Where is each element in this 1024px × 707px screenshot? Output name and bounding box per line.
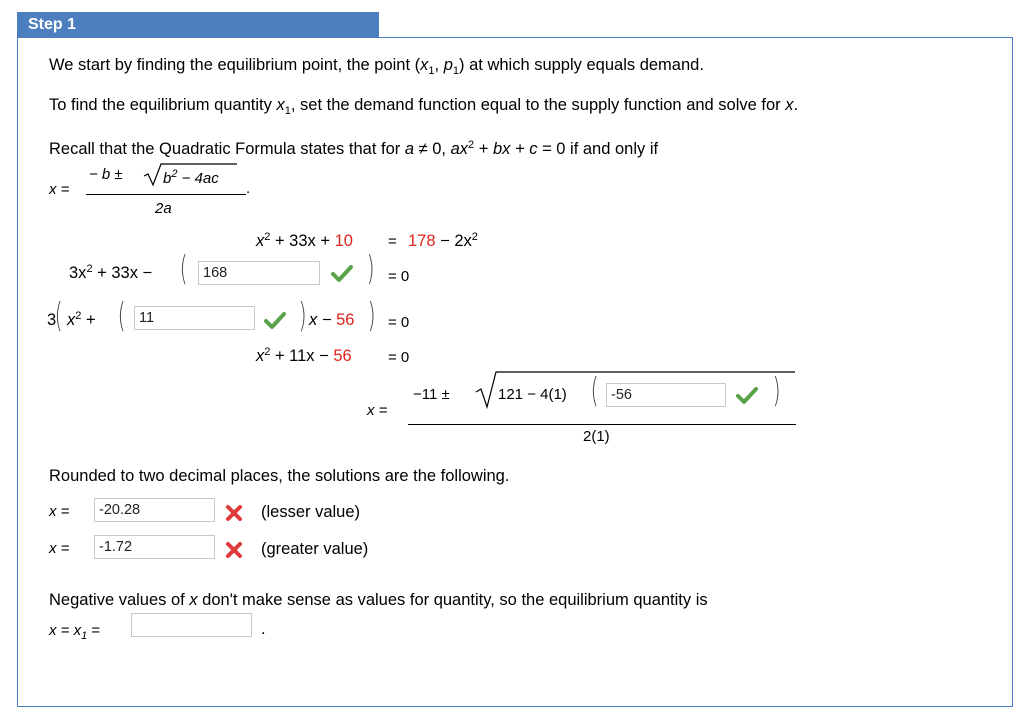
intro-line-3: Recall that the Quadratic Formula states that for a ≠ 0, $ax^2$ + bx + c = 0 if and only if [49, 139, 659, 158]
formula-denominator: 2a [155, 200, 172, 217]
qf-input[interactable]: -56 [606, 383, 726, 407]
formula-numerator-b: − b ± [89, 166, 123, 183]
step-header: Step 1 [17, 12, 379, 37]
right-paren: ) [367, 296, 376, 336]
equation-3-equals: = 0 [388, 314, 410, 331]
qf-numerator-pre: −11 ± [413, 386, 450, 403]
cross-icon [225, 504, 243, 522]
left-paren: ( [179, 249, 188, 289]
final-period: . [261, 620, 266, 638]
formula-x-eq: x = [49, 181, 70, 198]
formula-period: . [246, 180, 251, 197]
left-paren: ( [54, 296, 63, 336]
solution-2-input[interactable]: -1.72 [94, 535, 215, 559]
equation-4-equals: = 0 [388, 349, 410, 366]
solution-1-note: (lesser value) [261, 503, 361, 521]
equation-1-rhs: $178 - 2x^2$ [408, 231, 478, 250]
final-label: $x = x_1$ = [49, 622, 101, 642]
solution-2-note: (greater value) [261, 540, 369, 558]
equation-2-input[interactable]: 168 [198, 261, 320, 285]
right-paren: ) [366, 249, 375, 289]
check-icon [331, 265, 353, 283]
qf-x-eq: x = [367, 402, 388, 419]
formula-fraction-bar [86, 194, 246, 195]
equation-3-input[interactable]: 11 [134, 306, 255, 330]
cross-icon [225, 541, 243, 559]
formula-radicand: $b^2 - 4ac$ [163, 168, 219, 187]
qf-denominator: 2(1) [583, 428, 610, 445]
check-icon [736, 387, 758, 405]
equation-3-x2: $x^2$ + [67, 310, 96, 329]
solution-1-input[interactable]: -20.28 [94, 498, 215, 522]
equation-4: $x^2 + 11x - 56$ [256, 346, 352, 365]
equation-2-equals: = 0 [388, 268, 410, 285]
equation-3-coef: 3 [47, 311, 57, 329]
right-paren: ) [772, 371, 781, 411]
equation-2-lhs: $3x^2 + 33x$ − [69, 263, 153, 282]
intro-line-1: We start by finding the equilibrium point, the point ($x_1$, $p_1$) at which supply equals demand. [49, 56, 704, 77]
right-paren: ) [298, 296, 307, 336]
equation-1: $x^2 + 33x + 10$ [256, 231, 353, 250]
conclusion-text: Negative values of x don't make sense as values for quantity, so the equilibrium quantity is [49, 591, 708, 609]
left-paren: ( [117, 296, 126, 336]
check-icon [264, 312, 286, 330]
left-paren: ( [590, 371, 599, 411]
equation-1-equals: = [388, 233, 397, 250]
final-answer-input[interactable] [131, 613, 252, 637]
qf-radicand-text: 121 − 4(1) [498, 386, 567, 403]
solutions-intro: Rounded to two decimal places, the solutions are the following. [49, 467, 510, 485]
solution-1-label: x = [49, 503, 70, 520]
solution-2-label: x = [49, 540, 70, 557]
intro-line-2: To find the equilibrium quantity $x_1$, set the demand function equal to the supply function and solve for x. [49, 96, 799, 117]
equation-3-tail: x − 56 [309, 311, 355, 329]
qf-fraction-bar [408, 424, 796, 425]
